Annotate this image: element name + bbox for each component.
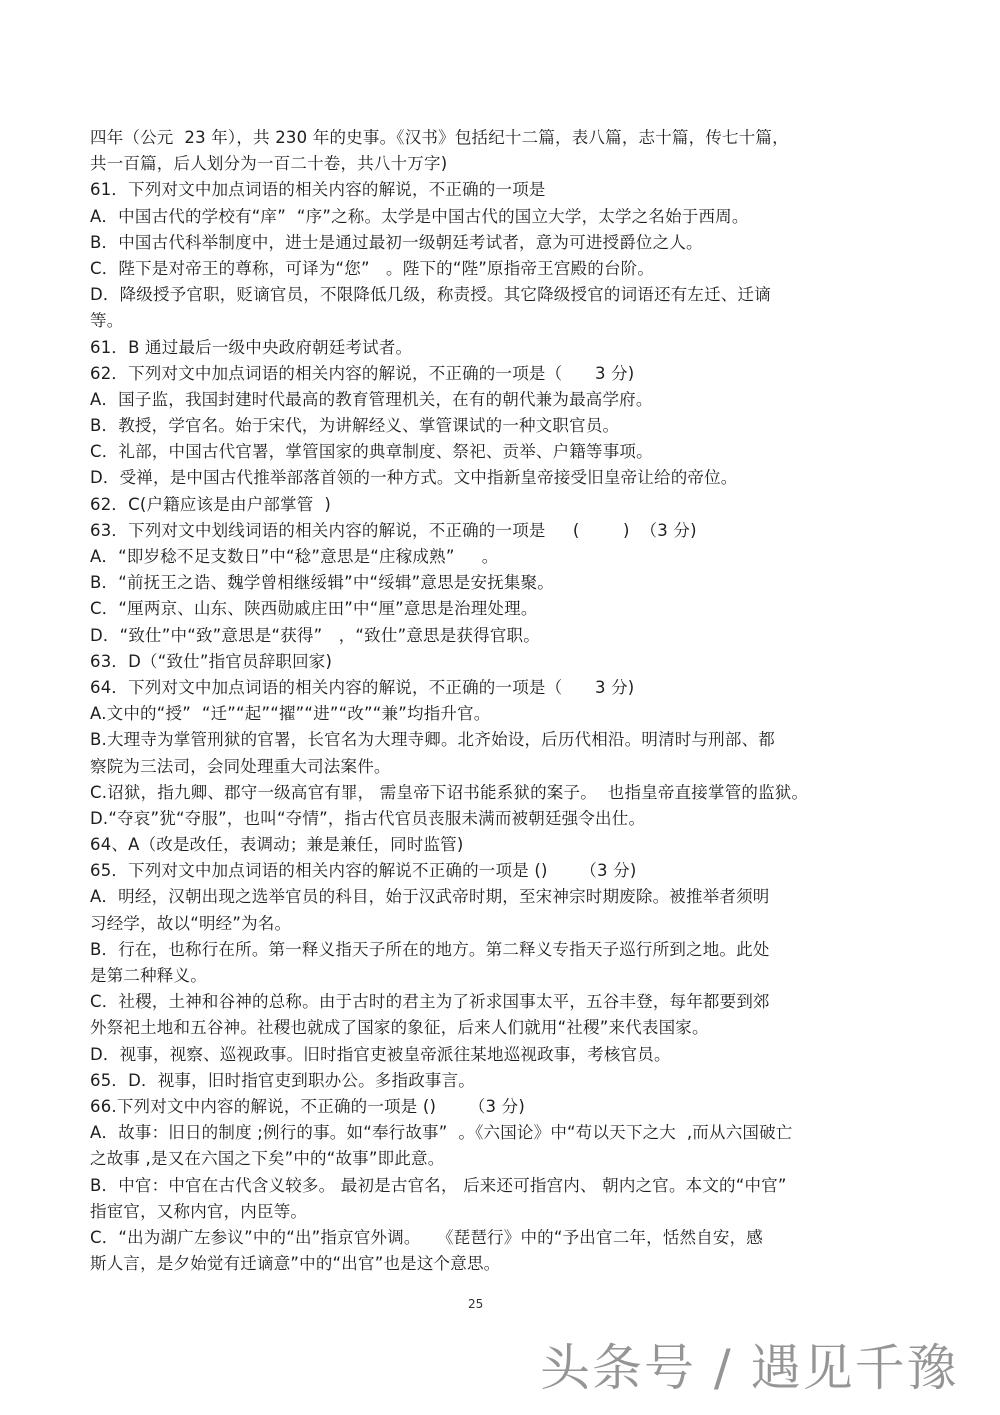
text-line: A．中国古代的学校有“庠” “序”之称。太学是中国古代的国立大学，太学之名始于西周。 (90, 206, 749, 226)
text-line: 共一百篇，后人划分为一百二十卷，共八十万字) (90, 154, 448, 174)
text-line: 等。 (90, 311, 124, 331)
text-line: B．行在，也称行在所。第一释义指天子所在的地方。第二释义专指天子巡行所到之地。此处 (90, 939, 770, 959)
text-line: 外祭祀土地和五谷神。社稷也就成了国家的象征，后来人们就用“社稷”来代表国家。 (90, 1018, 709, 1038)
text-line: A.文中的“授” “迁”“起”“擢”“进”“改”“兼”均指升官。 (90, 704, 491, 724)
text-line: A．故事：旧日的制度 ;例行的事。如“奉行故事” 。《六国论》中“苟以天下之大 ,而从六国破亡 (90, 1123, 793, 1143)
text-line: 64．下列对文中加点词语的相关内容的解说，不正确的一项是（ 3 分) (90, 677, 635, 697)
text-line: B．“前抚王之诰、魏学曾相继绥辑”中“绥辑”意思是安抚集聚。 (90, 573, 555, 593)
text-line: B．中国古代科举制度中，进士是通过最初一级朝廷考试者，意为可进授爵位之人。 (90, 232, 703, 252)
text-line: 65．D．视事，旧时指官吏到职办公。多指政事言。 (90, 1070, 476, 1090)
text-line: D．受禅，是中国古代推举部落首领的一种方式。文中指新皇帝接受旧皇帝让给的帝位。 (90, 468, 738, 488)
text-line: 斯人言，是夕始觉有迁谪意”中的“出官”也是这个意思。 (90, 1254, 501, 1274)
watermark: 头条号 / 遇见千豫 (540, 1339, 959, 1397)
text-line: D.“夺哀”犹“夺服”，也叫“夺情”，指古代官员丧服未满而被朝廷强令出仕。 (90, 808, 646, 828)
text-line: A．“即岁稔不足支数日”中“稔”意思是“庄稼成熟” 。 (90, 547, 499, 566)
text-line: 指宦官，又称内官，内臣等。 (90, 1201, 308, 1221)
text-line: 63．D（“致仕”指官员辞职回家) (90, 651, 333, 671)
text-line: C．陛下是对帝王的尊称，可译为“您” 。陛下的“陛”原指帝王宫殿的台阶。 (90, 258, 655, 278)
text-line: 是第二种释义。 (90, 966, 207, 985)
text-line: 61．B 通过最后一级中央政府朝廷考试者。 (90, 337, 413, 357)
text-line: A．明经，汉朝出现之选举官员的科目，始于汉武帝时期，至宋神宗时期废除。被推举者须明 (90, 887, 770, 907)
text-line: 64、A（改是改任，表调动；兼是兼任，同时监管) (90, 835, 464, 855)
text-line: B．中官：中官在古代含义较多。 最初是古官名， 后来还可指宫内、 朝内之官。本文的“中官” (90, 1175, 787, 1195)
text-line: D．视事，视察、巡视政事。旧时指官吏被皇帝派往某地巡视政事，考核官员。 (90, 1044, 671, 1064)
text-line: 61．下列对文中加点词语的相关内容的解说，不正确的一项是 (90, 180, 546, 200)
text-line: 63．下列对文中划线词语的相关内容的解说，不正确的一项是 ( ) （3 分) (90, 520, 697, 540)
text-line: D．“致仕”中“致”意思是“获得” ，“致仕”意思是获得官职。 (90, 625, 540, 645)
text-line: 65．下列对文中加点词语的相关内容的解说不正确的一项是 () （3 分) (90, 861, 637, 881)
text-line: C．社稷，土神和谷神的总称。由于古时的君主为了祈求国事太平，五谷丰登，每年都要到郊 (90, 992, 770, 1012)
text-line: 之故事 ,是又在六国之下矣”中的“故事”即此意。 (90, 1149, 445, 1169)
document-body (90, 125, 920, 1277)
text-line: 66.下列对文中内容的解说，不正确的一项是 () （3 分) (90, 1096, 526, 1116)
text-line: 四年（公元 23 年），共 230 年的史事。《汉书》包括纪十二篇，表八篇，志十篇，传七十篇， (90, 128, 789, 147)
text-line: B．教授，学官名。始于宋代，为讲解经义、掌管课试的一种文职官员。 (90, 416, 620, 436)
page-number: 25 (468, 1297, 484, 1311)
text-line: D．降级授予官职，贬谪官员，不限降低几级，称责授。其它降级授官的词语还有左迁、迁谪 (90, 285, 771, 305)
text-line: A．国子监，我国封建时代最高的教育管理机关，在有的朝代兼为最高学府。 (90, 389, 653, 409)
text-line: C．礼部，中国古代官署，掌管国家的典章制度、祭祀、贡举、户籍等事项。 (90, 442, 653, 462)
text-line: 62．C(户籍应该是由户部掌管 ) (90, 494, 331, 514)
text-line: 察院为三法司，会同处理重大司法案件。 (90, 756, 391, 776)
text-line: B.大理寺为掌管刑狱的官署，长官名为大理寺卿。北齐始设，后历代相沿。明清时与刑部、都 (90, 730, 775, 750)
text-line: C.诏狱，指九卿、郡守一级高官有罪， 需皇帝下诏书能系狱的案子。 也指皇帝直接掌管的监狱。 (90, 782, 809, 802)
text-line: C．“厘两京、山东、陕西勋戚庄田”中“厘”意思是治理处理。 (90, 599, 538, 619)
text-line: C．“出为湖广左参议”中的“出”指京官外调。 《琵琶行》中的“予出官二年，恬然自安，感 (90, 1227, 763, 1247)
text-line: 习经学，故以“明经”为名。 (90, 913, 292, 933)
text-line: 62．下列对文中加点词语的相关内容的解说，不正确的一项是（ 3 分) (90, 363, 635, 383)
